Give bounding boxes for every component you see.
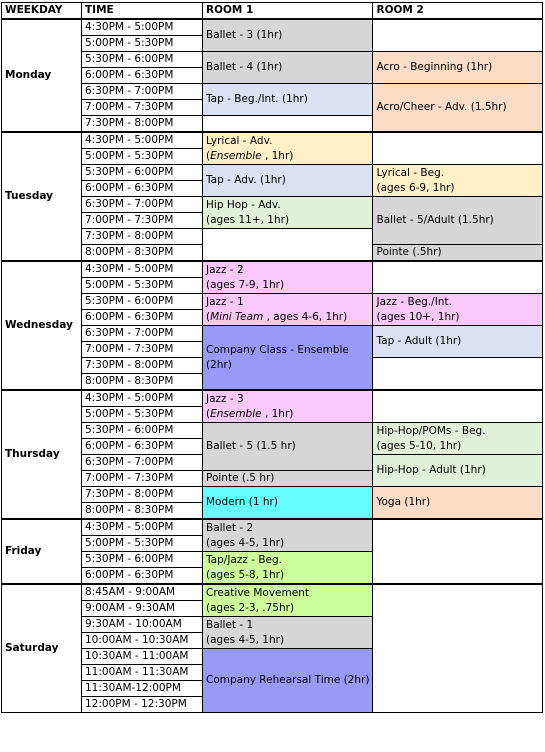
room-1-class-cell [203, 19, 373, 52]
time-slot: 5:00PM - 5:30PM [82, 278, 203, 294]
class-detail-line: (Ensemble , 1hr) [206, 407, 294, 420]
class-name: Ballet - 2 [206, 521, 254, 534]
class-detail-line: (2hr) [206, 358, 232, 371]
time-slot: 7:30PM - 8:00PM [82, 229, 203, 245]
schedule-row [2, 423, 543, 439]
room-1-class-cell [203, 165, 373, 197]
room-2-class-cell [373, 197, 543, 245]
class-team-name: Ensemble [210, 407, 262, 420]
time-slot: 4:30PM - 5:00PM [82, 519, 203, 536]
schedule-row [2, 487, 543, 503]
schedule-body [2, 19, 543, 713]
schedule-row [2, 390, 543, 407]
class-name: Yoga (1hr) [376, 496, 431, 508]
class-name: Tap - Adult (1hr) [376, 335, 462, 347]
class-detail-line: (ages 5-10, 1hr) [376, 439, 462, 452]
class-name: Ballet - 5/Adult (1.5hr) [376, 214, 494, 226]
time-slot: 5:00PM - 5:30PM [82, 407, 203, 423]
class-detail-line: (ages 10+, 1hr) [376, 310, 460, 323]
room-1-class-cell [203, 197, 373, 229]
time-slot: 5:00PM - 5:30PM [82, 36, 203, 52]
room-2-empty-cell [373, 132, 543, 165]
time-slot: 5:00PM - 5:30PM [82, 536, 203, 552]
class-name: Hip Hop - Adv. [206, 198, 281, 211]
class-detail-line: (ages 11+, 1hr) [206, 213, 290, 226]
room-2-empty-cell [373, 584, 543, 713]
class-detail-line: (Ensemble , 1hr) [206, 149, 294, 162]
room-2-class-cell [373, 52, 543, 84]
room-2-class-cell [373, 165, 543, 197]
time-slot: 8:00PM - 8:30PM [82, 374, 203, 391]
class-detail-line: (ages 4-5, 1hr) [206, 536, 285, 549]
header-time: TIME [82, 3, 203, 20]
time-slot: 4:30PM - 5:00PM [82, 19, 203, 36]
time-slot: 6:00PM - 6:30PM [82, 181, 203, 197]
time-slot: 11:00AM - 11:30AM [82, 665, 203, 681]
class-name: Tap/Jazz - Beg. [206, 553, 282, 566]
class-detail-line: (ages 2-3, .75hr) [206, 601, 295, 614]
room-1-class-cell [203, 52, 373, 84]
room-2-class-cell [373, 487, 543, 520]
time-slot: 7:00PM - 7:30PM [82, 471, 203, 487]
class-name: Tap - Adv. (1hr) [206, 174, 286, 186]
class-name: Jazz - 1 [206, 295, 244, 308]
class-detail-line: (ages 5-8, 1hr) [206, 568, 285, 581]
time-slot: 4:30PM - 5:00PM [82, 261, 203, 278]
header-room-1: ROOM 1 [203, 3, 373, 20]
schedule-row [2, 84, 543, 100]
room-2-class-cell [373, 294, 543, 326]
room-2-class-cell [373, 326, 543, 358]
class-name: Company Class - Ensemble [206, 343, 349, 356]
class-name: Company Rehearsal Time (2hr) [206, 674, 370, 686]
room-1-class-cell [203, 390, 373, 423]
schedule-row [2, 165, 543, 181]
weekday-label: Saturday [2, 584, 82, 713]
header-weekday: WEEKDAY [2, 3, 82, 20]
class-detail-line: (ages 7-9, 1hr) [206, 278, 285, 291]
time-slot: 9:30AM - 10:00AM [82, 617, 203, 633]
schedule-row [2, 132, 543, 149]
class-name: Ballet - 5 (1.5 hr) [206, 440, 296, 452]
room-2-class-cell [373, 423, 543, 455]
schedule-row [2, 584, 543, 601]
time-slot: 6:30PM - 7:00PM [82, 455, 203, 471]
schedule-row [2, 19, 543, 36]
time-slot: 7:00PM - 7:30PM [82, 342, 203, 358]
time-slot: 5:30PM - 6:00PM [82, 423, 203, 439]
room-2-class-cell [373, 84, 543, 133]
room-1-class-cell [203, 294, 373, 326]
time-slot: 8:00PM - 8:30PM [82, 245, 203, 262]
room-1-class-cell [203, 649, 373, 713]
room-1-empty-cell [203, 229, 373, 262]
time-slot: 5:30PM - 6:00PM [82, 165, 203, 181]
time-slot: 8:45AM - 9:00AM [82, 584, 203, 601]
time-slot: 5:30PM - 6:00PM [82, 552, 203, 568]
time-slot: 5:30PM - 6:00PM [82, 52, 203, 68]
time-slot: 5:30PM - 6:00PM [82, 294, 203, 310]
class-name: Pointe (.5 hr) [206, 472, 275, 484]
room-2-empty-cell [373, 19, 543, 52]
class-schedule-table [1, 2, 543, 713]
room-1-class-cell [203, 487, 373, 520]
time-slot: 6:00PM - 6:30PM [82, 310, 203, 326]
class-name: Tap - Beg./Int. (1hr) [206, 93, 308, 105]
room-1-class-cell [203, 584, 373, 617]
room-2-class-cell [373, 245, 543, 262]
time-slot: 8:00PM - 8:30PM [82, 503, 203, 520]
schedule-row [2, 52, 543, 68]
class-name: Jazz - Beg./Int. [376, 295, 452, 308]
schedule-row [2, 294, 543, 310]
schedule-row [2, 519, 543, 536]
time-slot: 12:00PM - 12:30PM [82, 697, 203, 713]
room-2-empty-cell [373, 358, 543, 391]
time-slot: 4:30PM - 5:00PM [82, 132, 203, 149]
room-1-class-cell [203, 423, 373, 471]
weekday-label: Wednesday [2, 261, 82, 390]
class-detail-line: (ages 6-9, 1hr) [376, 181, 455, 194]
class-name: Jazz - 3 [206, 392, 244, 405]
class-name: Creative Movement [206, 586, 309, 599]
class-name: Lyrical - Beg. [376, 166, 445, 179]
room-1-class-cell [203, 326, 373, 391]
class-name: Pointe (.5hr) [376, 246, 442, 258]
class-name: Modern (1 hr) [206, 496, 278, 508]
time-slot: 6:30PM - 7:00PM [82, 84, 203, 100]
class-name: Acro/Cheer - Adv. (1.5hr) [376, 101, 507, 113]
time-slot: 5:00PM - 5:30PM [82, 149, 203, 165]
time-slot: 7:30PM - 8:00PM [82, 358, 203, 374]
room-1-class-cell [203, 617, 373, 649]
time-slot: 11:30AM-12:00PM [82, 681, 203, 697]
class-detail-line: (Mini Team , ages 4-6, 1hr) [206, 310, 348, 323]
class-name: Hip-Hop - Adult (1hr) [376, 464, 486, 476]
class-name: Jazz - 2 [206, 263, 244, 276]
room-1-class-cell [203, 552, 373, 585]
schedule-row [2, 326, 543, 342]
time-slot: 7:30PM - 8:00PM [82, 116, 203, 133]
room-1-class-cell [203, 84, 373, 116]
time-slot: 10:00AM - 10:30AM [82, 633, 203, 649]
time-slot: 6:00PM - 6:30PM [82, 439, 203, 455]
header-row [2, 3, 543, 20]
class-name: Acro - Beginning (1hr) [376, 61, 493, 73]
class-name: Hip-Hop/POMs - Beg. [376, 424, 486, 437]
room-2-empty-cell [373, 261, 543, 294]
room-1-class-cell [203, 519, 373, 552]
class-detail-line: (ages 4-5, 1hr) [206, 633, 285, 646]
class-name: Ballet - 3 (1hr) [206, 29, 283, 41]
class-name: Ballet - 4 (1hr) [206, 61, 283, 73]
schedule-row [2, 197, 543, 213]
weekday-label: Tuesday [2, 132, 82, 261]
class-team-name: Mini Team [210, 310, 264, 323]
weekday-label: Thursday [2, 390, 82, 519]
time-slot: 6:30PM - 7:00PM [82, 326, 203, 342]
time-slot: 7:00PM - 7:30PM [82, 100, 203, 116]
header-room-2: ROOM 2 [373, 3, 543, 20]
room-1-empty-cell [203, 116, 373, 133]
schedule-container [1, 2, 543, 713]
time-slot: 9:00AM - 9:30AM [82, 601, 203, 617]
time-slot: 7:30PM - 8:00PM [82, 487, 203, 503]
time-slot: 6:00PM - 6:30PM [82, 68, 203, 84]
time-slot: 6:30PM - 7:00PM [82, 197, 203, 213]
schedule-row [2, 261, 543, 278]
class-name: Lyrical - Adv. [206, 134, 273, 147]
time-slot: 7:00PM - 7:30PM [82, 213, 203, 229]
time-slot: 10:30AM - 11:00AM [82, 649, 203, 665]
room-1-class-cell [203, 132, 373, 165]
time-slot: 4:30PM - 5:00PM [82, 390, 203, 407]
room-2-class-cell [373, 455, 543, 487]
room-1-class-cell [203, 261, 373, 294]
time-slot: 6:00PM - 6:30PM [82, 568, 203, 585]
room-1-class-cell [203, 471, 373, 487]
weekday-label: Friday [2, 519, 82, 584]
class-name: Ballet - 1 [206, 618, 254, 631]
weekday-label: Monday [2, 19, 82, 132]
room-2-empty-cell [373, 519, 543, 584]
class-team-name: Ensemble [210, 149, 262, 162]
room-2-empty-cell [373, 390, 543, 423]
